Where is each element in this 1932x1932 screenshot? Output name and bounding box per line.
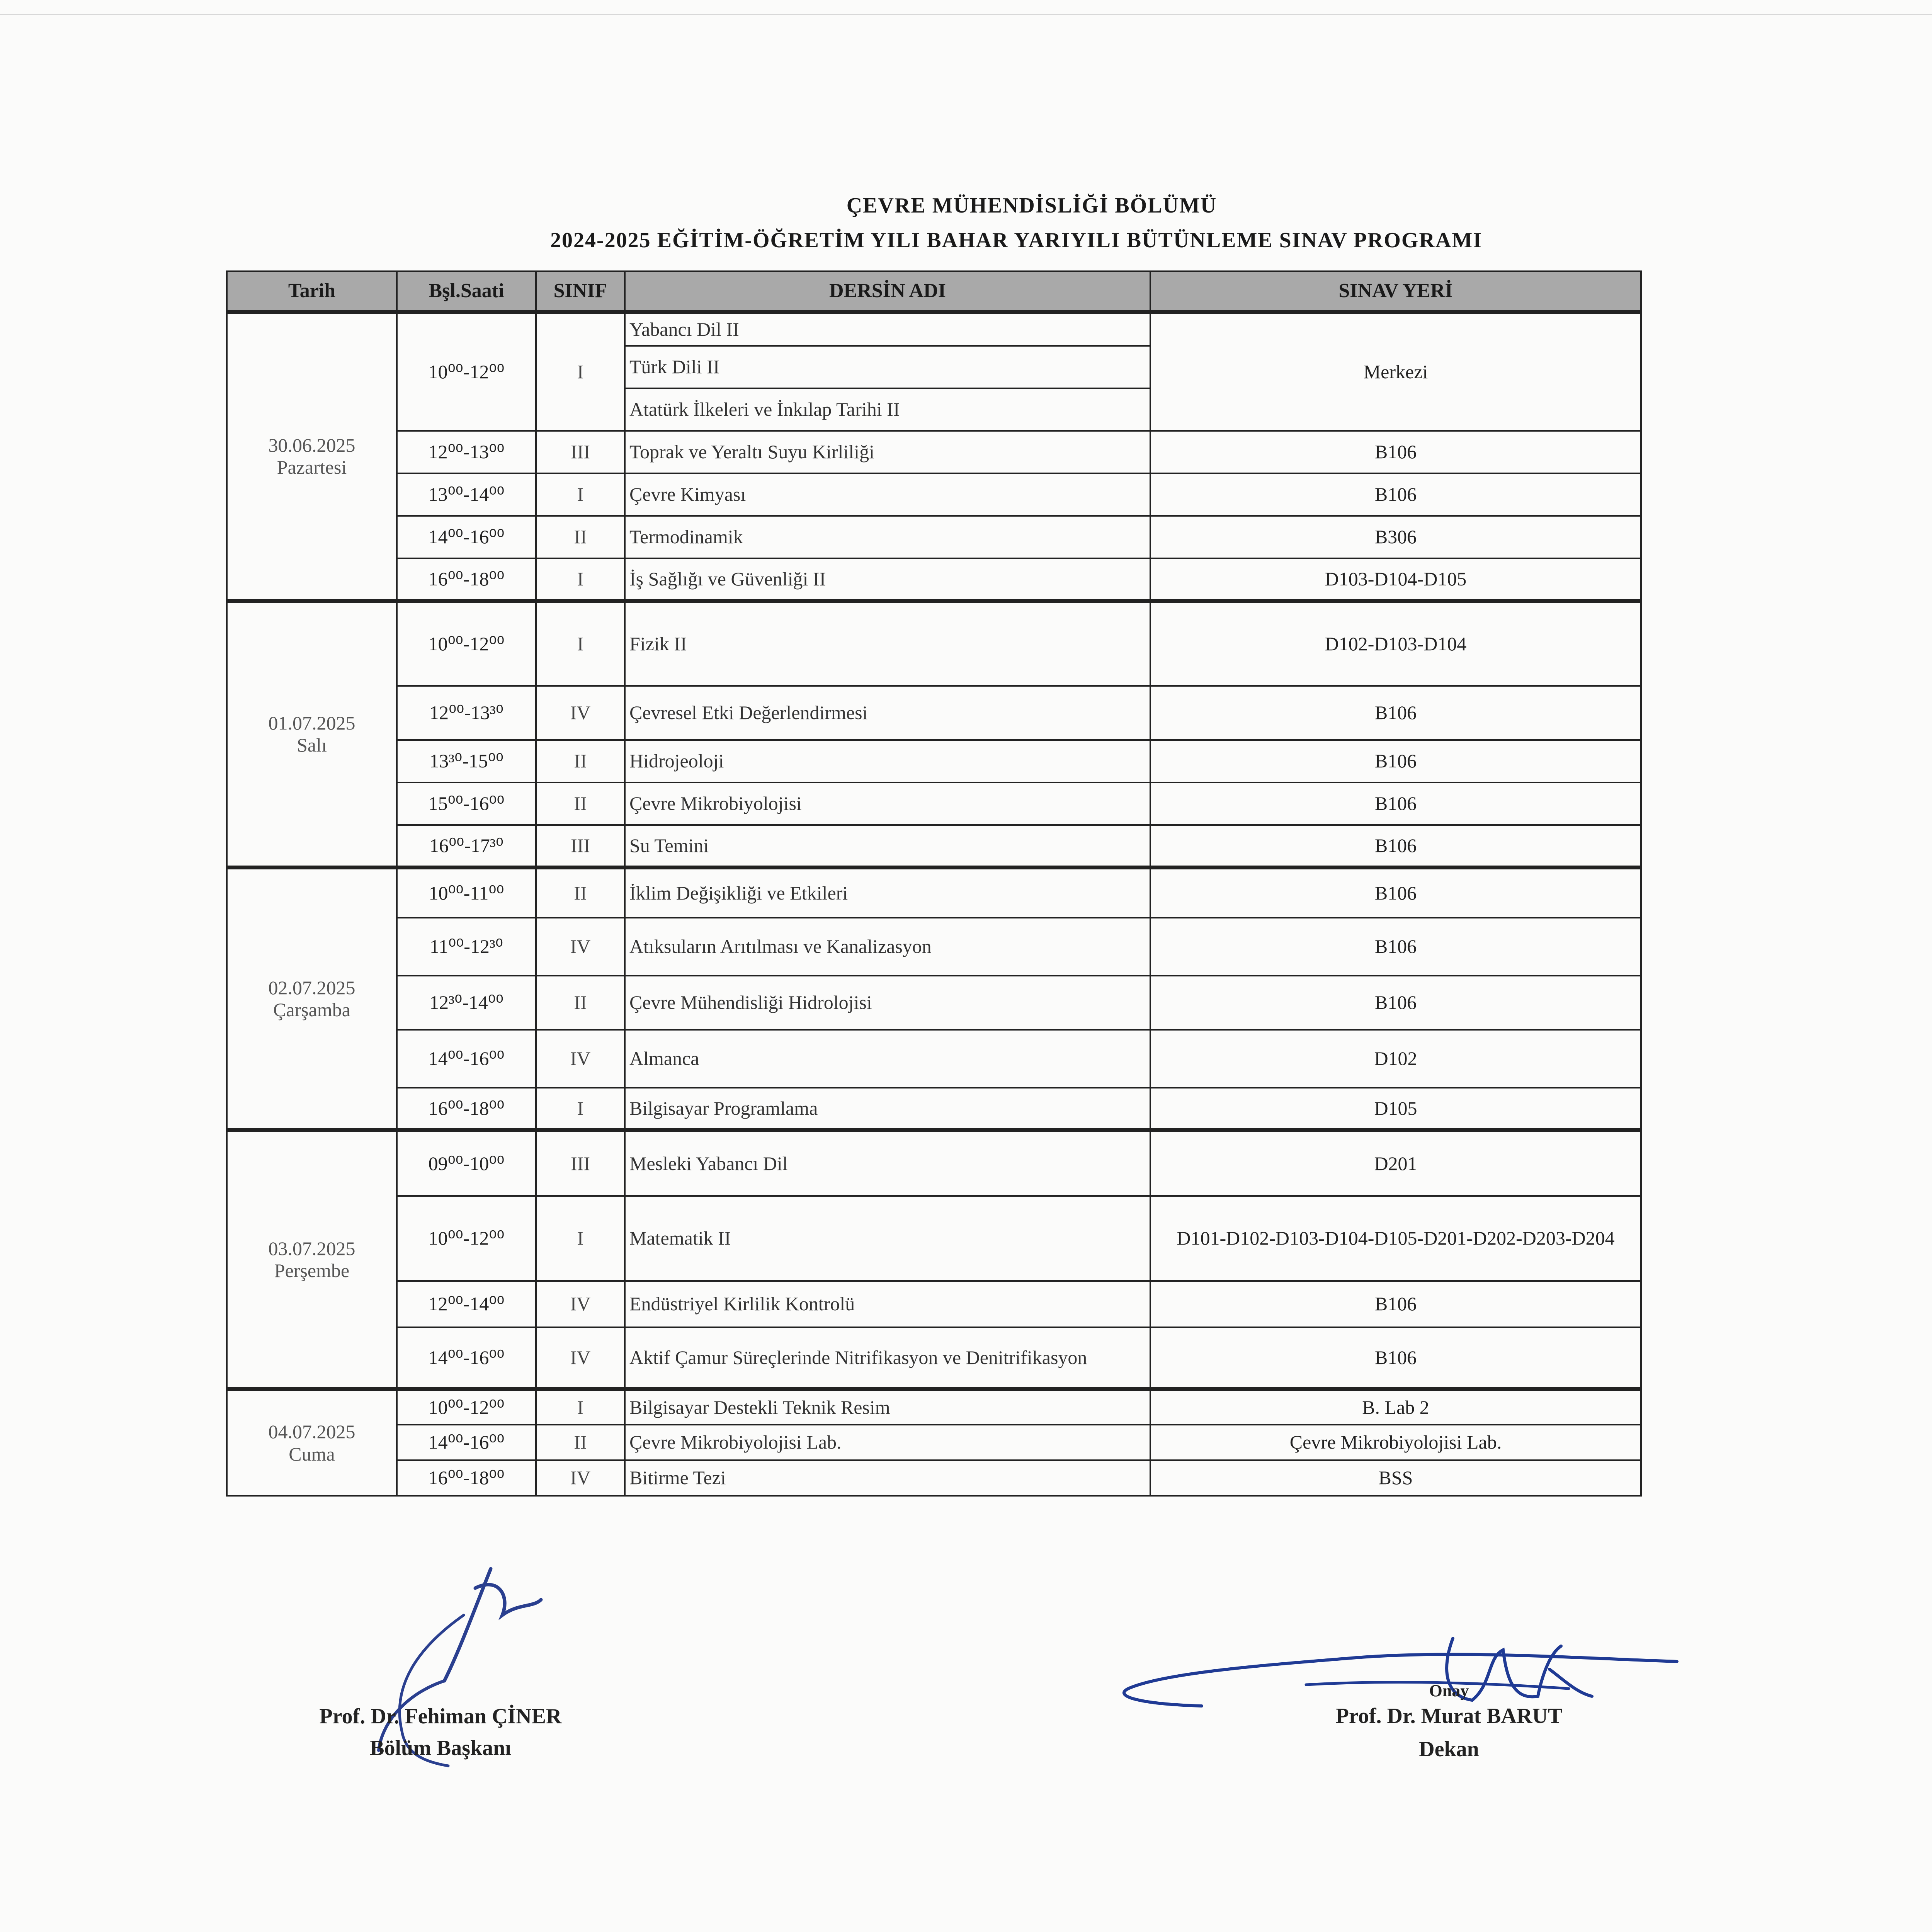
room-cell: B106 [1150,1281,1641,1327]
course-cell: İklim Değişikliği ve Etkileri [625,867,1150,918]
table-row [227,686,1641,740]
class-cell: I [536,473,625,516]
room-cell: B106 [1150,976,1641,1030]
room-cell: B106 [1150,867,1641,918]
time-cell: 10⁰⁰-11⁰⁰ [397,867,536,918]
time-cell: 13³⁰-15⁰⁰ [397,740,536,782]
time-cell: 12⁰⁰-13⁰⁰ [397,431,536,473]
time-cell: 14⁰⁰-16⁰⁰ [397,1030,536,1088]
class-cell: I [536,1389,625,1425]
room-cell: B106 [1150,431,1641,473]
class-cell: II [536,867,625,918]
room-cell: B106 [1150,918,1641,976]
room-cell: BSS [1150,1460,1641,1496]
course-cell: Çevre Kimyası [625,473,1150,516]
class-cell: II [536,782,625,825]
class-cell: II [536,1425,625,1460]
signer-name-left: Prof. Dr. Fehiman ÇİNER [319,1704,562,1728]
time-cell: 10⁰⁰-12⁰⁰ [397,312,536,431]
class-cell: IV [536,686,625,740]
class-cell: III [536,825,625,867]
course-cell: Toprak ve Yeraltı Suyu Kirliliği [625,431,1150,473]
class-cell: II [536,740,625,782]
time-cell: 09⁰⁰-10⁰⁰ [397,1130,536,1196]
time-cell: 15⁰⁰-16⁰⁰ [397,782,536,825]
course-cell: Almanca [625,1030,1150,1088]
table-row [227,558,1641,601]
course-cell: Mesleki Yabancı Dil [625,1130,1150,1196]
table-row [227,1088,1641,1130]
room-cell: B306 [1150,516,1641,558]
course-cell: Çevre Mühendisliği Hidrolojisi [625,976,1150,1030]
signature-block-left [294,1704,587,1760]
course-cell: Bitirme Tezi [625,1460,1150,1496]
course-cell: Aktif Çamur Süreçlerinde Nitrifikasyon ve Denitrifikasyon [625,1327,1150,1389]
room-cell: B106 [1150,1327,1641,1389]
room-cell: B. Lab 2 [1150,1389,1641,1425]
date-cell [227,867,397,1130]
time-cell: 16⁰⁰-18⁰⁰ [397,558,536,601]
time-cell: 10⁰⁰-12⁰⁰ [397,1389,536,1425]
table-row [227,740,1641,782]
class-cell: I [536,558,625,601]
signer-role-right: Dekan [1419,1737,1479,1761]
room-cell: D105 [1150,1088,1641,1130]
table-row [227,867,1641,918]
room-cell: D101-D102-D103-D104-D105-D201-D202-D203-D204 [1150,1196,1641,1281]
class-cell: IV [536,1030,625,1088]
table-row [227,782,1641,825]
room-cell: B106 [1150,782,1641,825]
room-cell: Merkezi [1150,312,1641,431]
course-cell: Türk Dili II [625,346,1150,388]
class-cell: I [536,1088,625,1130]
table-row [227,1460,1641,1496]
weekday-value: Pazartesi [277,456,347,478]
table-row [227,1030,1641,1088]
class-cell: IV [536,918,625,976]
class-cell: II [536,976,625,1030]
weekday-value: Cuma [289,1443,335,1465]
course-cell: Fizik II [625,601,1150,686]
table-row [227,1327,1641,1389]
room-cell: D103-D104-D105 [1150,558,1641,601]
header-saat: Bşl.Saati [397,271,536,312]
course-cell: Endüstriyel Kirlilik Kontrolü [625,1281,1150,1327]
table-row [227,473,1641,516]
signer-role-left: Bölüm Başkanı [370,1736,511,1760]
room-cell: B106 [1150,825,1641,867]
signer-name-right: Prof. Dr. Murat BARUT [1335,1704,1563,1728]
class-cell: IV [536,1327,625,1389]
time-cell: 14⁰⁰-16⁰⁰ [397,1327,536,1389]
time-cell: 12³⁰-14⁰⁰ [397,976,536,1030]
table-row [227,1281,1641,1327]
date-cell [227,1389,397,1496]
date-cell [227,312,397,601]
class-cell: I [536,601,625,686]
time-cell: 13⁰⁰-14⁰⁰ [397,473,536,516]
time-cell: 12⁰⁰-14⁰⁰ [397,1281,536,1327]
course-cell: Atatürk İlkeleri ve İnkılap Tarihi II [625,388,1150,431]
weekday-value: Salı [297,734,327,756]
class-cell: II [536,516,625,558]
table-row [227,1196,1641,1281]
room-cell: B106 [1150,473,1641,516]
table-row [227,976,1641,1030]
course-cell: Yabancı Dil II [625,312,1150,346]
course-cell: Çevresel Etki Değerlendirmesi [625,686,1150,740]
date-cell [227,1130,397,1389]
course-cell: Bilgisayar Destekli Teknik Resim [625,1389,1150,1425]
course-cell: Matematik II [625,1196,1150,1281]
room-cell: Çevre Mikrobiyolojisi Lab. [1150,1425,1641,1460]
date-value: 01.07.2025 [268,712,355,734]
class-cell: III [536,431,625,473]
course-cell: Termodinamik [625,516,1150,558]
room-cell: D102 [1150,1030,1641,1088]
time-cell: 11⁰⁰-12³⁰ [397,918,536,976]
course-cell: Çevre Mikrobiyolojisi Lab. [625,1425,1150,1460]
class-cell: I [536,312,625,431]
header-yer: SINAV YERİ [1150,271,1641,312]
header-tarih: Tarih [227,271,397,312]
room-cell: D201 [1150,1130,1641,1196]
date-value: 30.06.2025 [268,434,355,456]
header-sinif: SINIF [536,271,625,312]
course-cell: Su Temini [625,825,1150,867]
class-cell: I [536,1196,625,1281]
exam-schedule-table [226,270,1642,1497]
table-row [227,918,1641,976]
table-row [227,1389,1641,1425]
table-row [227,601,1641,686]
class-cell: IV [536,1460,625,1496]
signature-block-right [1275,1681,1623,1762]
date-value: 04.07.2025 [268,1421,355,1442]
department-title: ÇEVRE MÜHENDİSLİĞİ BÖLÜMÜ [846,194,1217,218]
time-cell: 12⁰⁰-13³⁰ [397,686,536,740]
table-row [227,1425,1641,1460]
table-header-row [227,271,1641,312]
table-row [227,431,1641,473]
room-cell: B106 [1150,740,1641,782]
table-row [227,825,1641,867]
course-cell: Hidrojeoloji [625,740,1150,782]
date-value: 02.07.2025 [268,976,355,998]
class-cell: III [536,1130,625,1196]
room-cell: D102-D103-D104 [1150,601,1641,686]
scan-edge-line [0,14,1932,15]
date-value: 03.07.2025 [268,1237,355,1259]
course-cell: İş Sağlığı ve Güvenliği II [625,558,1150,601]
table-row [227,1130,1641,1196]
time-cell: 16⁰⁰-17³⁰ [397,825,536,867]
time-cell: 14⁰⁰-16⁰⁰ [397,1425,536,1460]
time-cell: 14⁰⁰-16⁰⁰ [397,516,536,558]
date-cell [227,601,397,867]
class-cell: IV [536,1281,625,1327]
course-cell: Bilgisayar Programlama [625,1088,1150,1130]
program-title: 2024-2025 EĞİTİM-ÖĞRETİM YILI BAHAR YARIYILI BÜTÜNLEME SINAV PROGRAMI [550,228,1482,252]
weekday-value: Perşembe [274,1260,350,1281]
header-ders: DERSİN ADI [625,271,1150,312]
approval-label: Onay [1429,1681,1469,1700]
time-cell: 16⁰⁰-18⁰⁰ [397,1460,536,1496]
table-row [227,312,1641,346]
table-row [227,516,1641,558]
course-cell: Çevre Mikrobiyolojisi [625,782,1150,825]
time-cell: 16⁰⁰-18⁰⁰ [397,1088,536,1130]
time-cell: 10⁰⁰-12⁰⁰ [397,601,536,686]
weekday-value: Çarşamba [273,999,350,1020]
course-cell: Atıksuların Arıtılması ve Kanalizasyon [625,918,1150,976]
time-cell: 10⁰⁰-12⁰⁰ [397,1196,536,1281]
room-cell: B106 [1150,686,1641,740]
